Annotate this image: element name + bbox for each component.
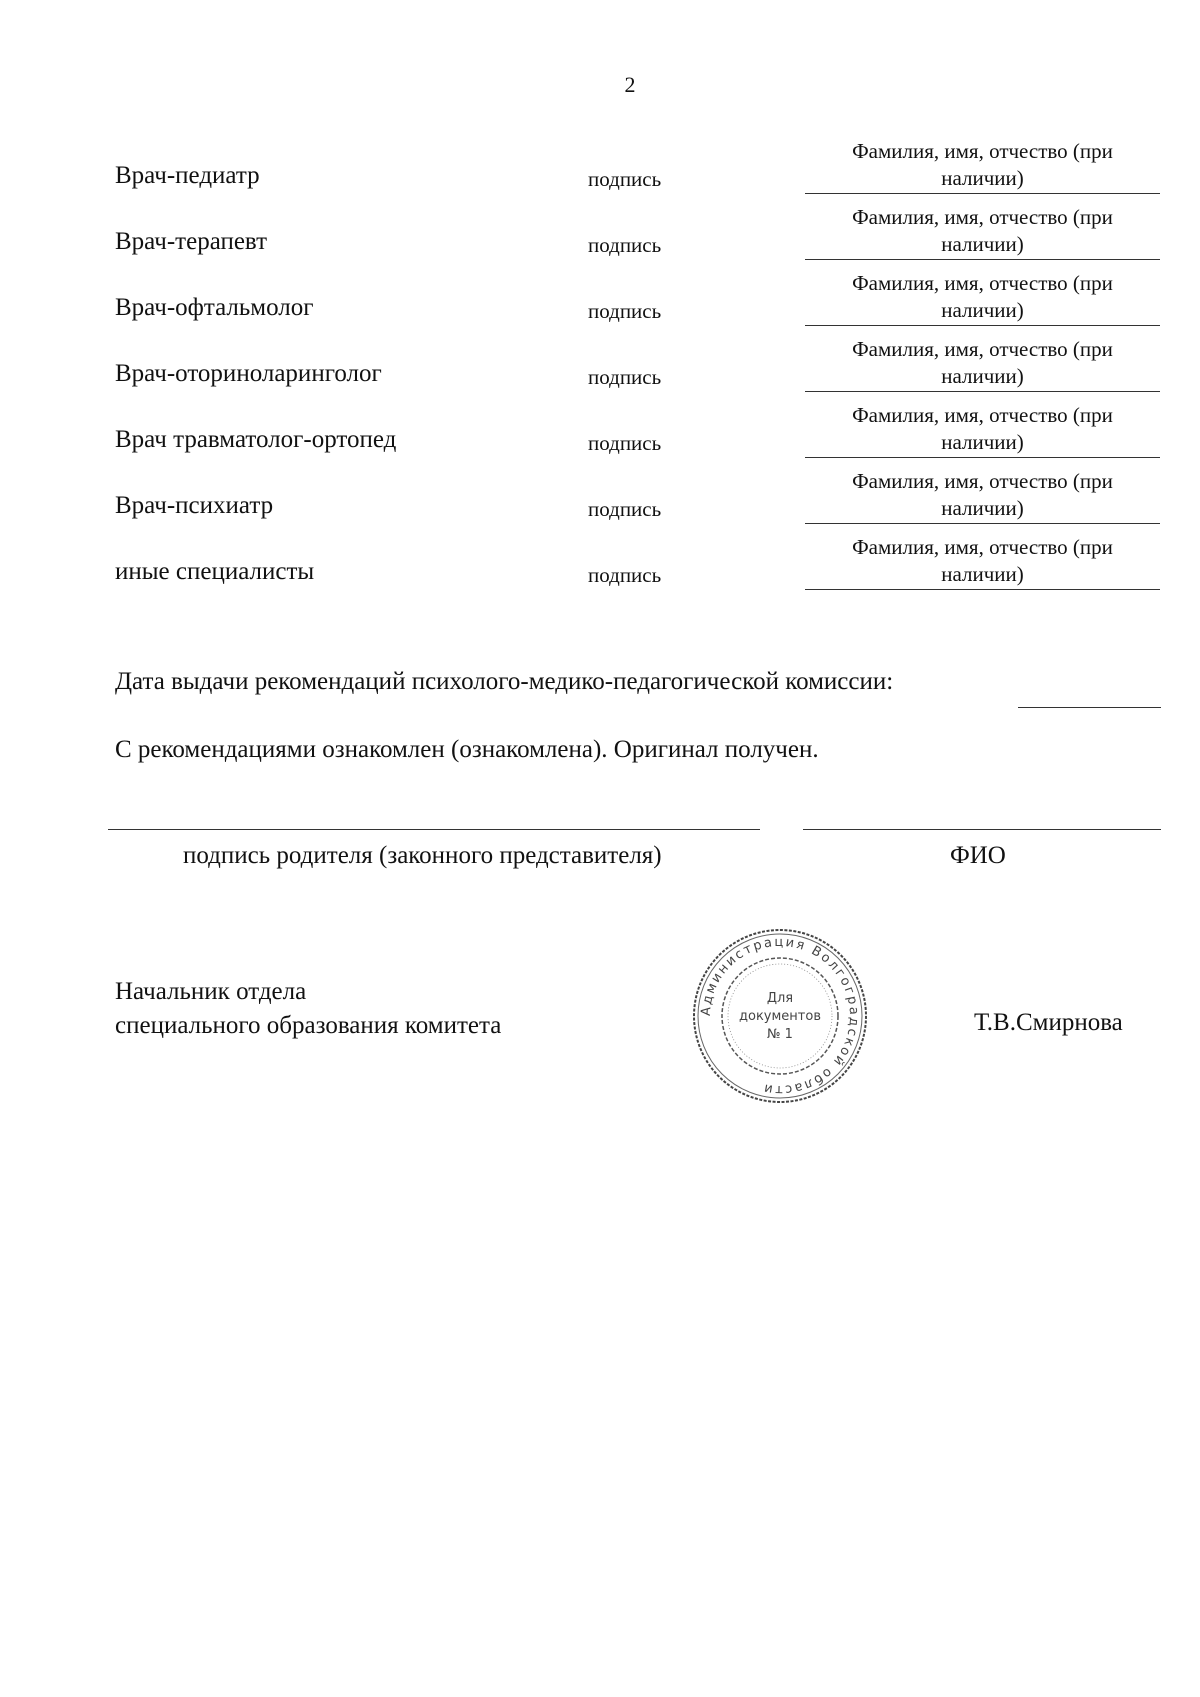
head-name: Т.В.Смирнова [974, 1009, 1123, 1036]
role-label: Врач-оториноларинголог [115, 360, 382, 387]
role-label: Врач-терапевт [115, 228, 268, 255]
fio-caption-line2: наличии) [941, 364, 1024, 388]
fio-underline [805, 391, 1160, 392]
official-stamp [690, 926, 870, 1106]
fio-caption-line1: Фамилия, имя, отчество (при [852, 271, 1113, 295]
fio-caption [805, 402, 1160, 456]
parent-signature-line [108, 829, 760, 830]
signature-caption: подпись [588, 497, 662, 521]
fio-caption [805, 270, 1160, 324]
role-label: Врач-педиатр [115, 162, 260, 189]
fio-caption-line2: наличии) [941, 166, 1024, 190]
acknowledgement-text: С рекомендациями ознакомлен (ознакомлена). Оригинал получен. [115, 736, 819, 763]
stamp-center-line2: документов [739, 1009, 821, 1024]
head-title-line2: специального образования комитета [115, 1012, 502, 1039]
fio-underline [805, 457, 1160, 458]
fio-caption [805, 336, 1160, 390]
signature-caption: подпись [588, 431, 662, 455]
parent-fio-label: ФИО [950, 842, 1006, 869]
role-label: Врач-психиатр [115, 492, 274, 519]
signature-caption: подпись [588, 299, 662, 323]
issue-date-blank [1018, 707, 1161, 708]
fio-caption-line1: Фамилия, имя, отчество (при [852, 205, 1113, 229]
head-title [115, 975, 501, 1043]
fio-underline [805, 193, 1160, 194]
fio-caption [805, 204, 1160, 258]
fio-caption-line1: Фамилия, имя, отчество (при [852, 139, 1113, 163]
fio-caption-line2: наличии) [941, 562, 1024, 586]
fio-caption-line1: Фамилия, имя, отчество (при [852, 337, 1113, 361]
issue-date-label: Дата выдачи рекомендаций психолого-медико-педагогической комиссии: [115, 668, 894, 695]
fio-underline [805, 259, 1160, 260]
fio-caption-line2: наличии) [941, 430, 1024, 454]
page-number: 2 [624, 72, 636, 97]
fio-caption [805, 138, 1160, 192]
stamp-center-line3: № 1 [767, 1027, 793, 1042]
fio-caption-line2: наличии) [941, 232, 1024, 256]
fio-caption-line2: наличии) [941, 496, 1024, 520]
stamp-center-line1: Для [766, 991, 794, 1006]
stamp-outer-text: Администрация Волгоградской области [698, 934, 862, 1098]
parent-fio-line [803, 829, 1161, 830]
fio-underline [805, 523, 1160, 524]
parent-signature-label: подпись родителя (законного представителя) [183, 842, 662, 869]
fio-caption-line1: Фамилия, имя, отчество (при [852, 469, 1113, 493]
fio-underline [805, 589, 1160, 590]
stamp-seal-icon [690, 926, 870, 1106]
signature-caption: подпись [588, 365, 662, 389]
fio-caption [805, 534, 1160, 588]
head-title-line1: Начальник отдела [115, 978, 307, 1005]
fio-caption [805, 468, 1160, 522]
fio-underline [805, 325, 1160, 326]
signature-caption: подпись [588, 233, 662, 257]
signature-caption: подпись [588, 167, 662, 191]
fio-caption-line1: Фамилия, имя, отчество (при [852, 403, 1113, 427]
signature-caption: подпись [588, 563, 662, 587]
role-label: Врач травматолог-ортопед [115, 426, 397, 453]
fio-caption-line2: наличии) [941, 298, 1024, 322]
fio-caption-line1: Фамилия, имя, отчество (при [852, 535, 1113, 559]
role-label: иные специалисты [115, 558, 315, 585]
role-label: Врач-офтальмолог [115, 294, 314, 321]
